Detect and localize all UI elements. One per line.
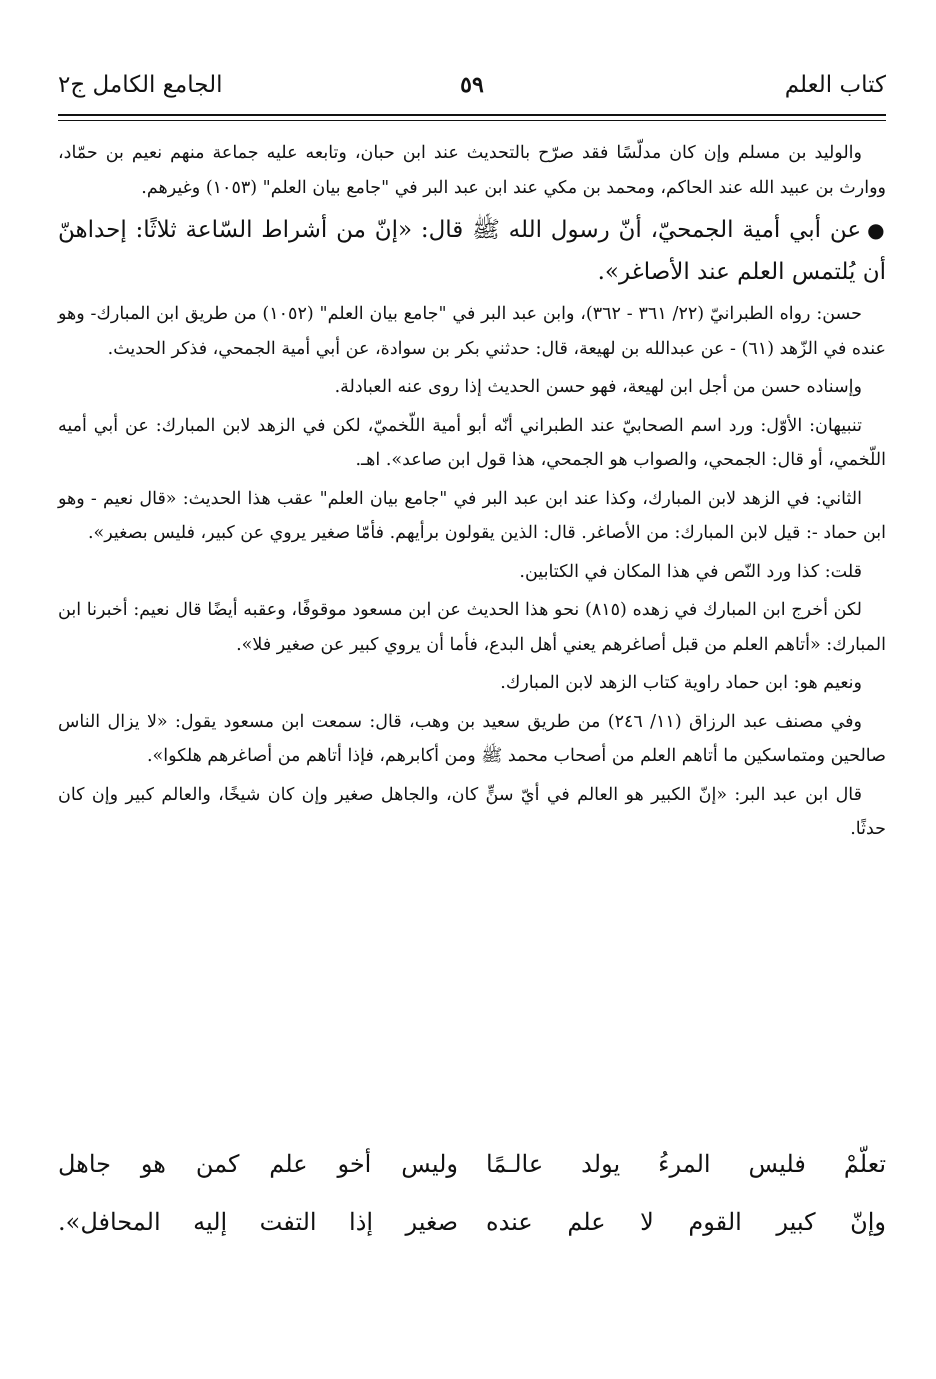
hadith-body: عن أبي أمية الجمحيّ، أنّ رسول الله ﷺ قال: «إنّ من أشراط السّاعة ثلاثًا: إحداهنّ أن يُلتمس العلم عند الأصاغر». (58, 217, 886, 285)
hadith-text (58, 209, 886, 293)
header-rule-thick (58, 114, 886, 116)
volume-title: الجامع الكامل ج٢ (58, 72, 223, 98)
verse-second-hemistich: صغير إذا التفت إليه المحافل». (58, 1208, 458, 1236)
paragraph: الثاني: في الزهد لابن المبارك، وكذا عند ابن عبد البر في "جامع بيان العلم" عقب هذا الحديث: «قال نعيم - وهو ابن حماد -: قيل لابن المبارك: من الأصاغر. قال: الذين يقولون برأيهم. فأمّا صغير يروي عن كبير، فليس بصغير». (58, 488, 886, 543)
paragraph: قلت: كذا ورد النّص في هذا المكان في الكتابين. (519, 561, 862, 582)
header-rule-thin (58, 120, 886, 121)
paragraph: قال ابن عبد البر: «إنّ الكبير هو العالم في أيّ سنٍّ كان، والجاهل صغير وإن كان شيخًا، والعالم كبير وإن كان حدثًا. (58, 784, 886, 839)
paragraph: تنبيهان: الأوّل: ورد اسم الصحابيّ عند الطبراني أنّه أبو أمية اللّخميّ، لكن في الزهد لابن المبارك: عن أبي أميه اللّخمي، أو قال: الجمحي، والصواب هو الجمحي، هذا قول ابن صاعد». اهـ. (58, 415, 886, 470)
page-body (58, 136, 886, 851)
paragraph: والوليد بن مسلم وإن كان مدلّسًا فقد صرّح بالتحديث عند ابن حبان، وتابعه عليه جماعة منهم نعيم بن حمّاد، ووارث بن عبيد الله عند الحاكم، ومحمد بن مكي عند ابن عبد البر في "جامع بيان العلم" (١٠٥٣) وغيرهم. (58, 143, 886, 198)
poem (58, 1150, 886, 1266)
verse-first-hemistich: وإنّ كبير القوم لا علم عنده (486, 1208, 886, 1236)
poem-verse (58, 1150, 886, 1208)
page-number: ٥٩ (460, 72, 484, 98)
paragraph: حسن: رواه الطبرانيّ (٢٢/ ٣٦١ - ٣٦٢)، وابن عبد البر في "جامع بيان العلم" (١٠٥٢) من طريق ابن المبارك- وهو عنده في الزّهد (٦١) - عن عبدالله بن لهيعة، قال: حدثني بكر بن سوادة، عن أبي أمية الجمحي، فذكر الحديث. (58, 304, 886, 359)
paragraph: لكن أخرج ابن المبارك في زهده (٨١٥) نحو هذا الحديث عن ابن مسعود موقوفًا، وعقبه أيضًا قال نعيم: أخبرنا ابن المبارك: «أتاهم العلم من قبل أصاغرهم يعني أهل البدع، فأما أن يروي كبير عن صغير فلا». (58, 600, 886, 655)
poem-verse (58, 1208, 886, 1266)
bullet-icon: ● (867, 218, 886, 242)
book-title: كتاب العلم (784, 72, 886, 98)
verse-second-hemistich: وليس أخو علم كمن هو جاهل (58, 1150, 458, 1178)
page-header (58, 72, 886, 112)
paragraph: وإسناده حسن من أجل ابن لهيعة، فهو حسن الحديث إذا روى عنه العبادلة. (334, 377, 862, 397)
paragraph: ونعيم هو: ابن حماد راوية كتاب الزهد لابن المبارك. (500, 673, 862, 693)
paragraph: وفي مصنف عبد الرزاق (١١/ ٢٤٦) من طريق سعيد بن وهب، قال: سمعت ابن مسعود يقول: «لا يزال الناس صالحين ومتماسكين ما أتاهم العلم من أصحاب محمد ﷺ ومن أكابرهم، فإذا أتاهم من أصاغرهم هلكوا». (58, 711, 886, 766)
verse-first-hemistich: تعلّمْ فليس المرءُ يولد عالـمًا (486, 1150, 886, 1178)
